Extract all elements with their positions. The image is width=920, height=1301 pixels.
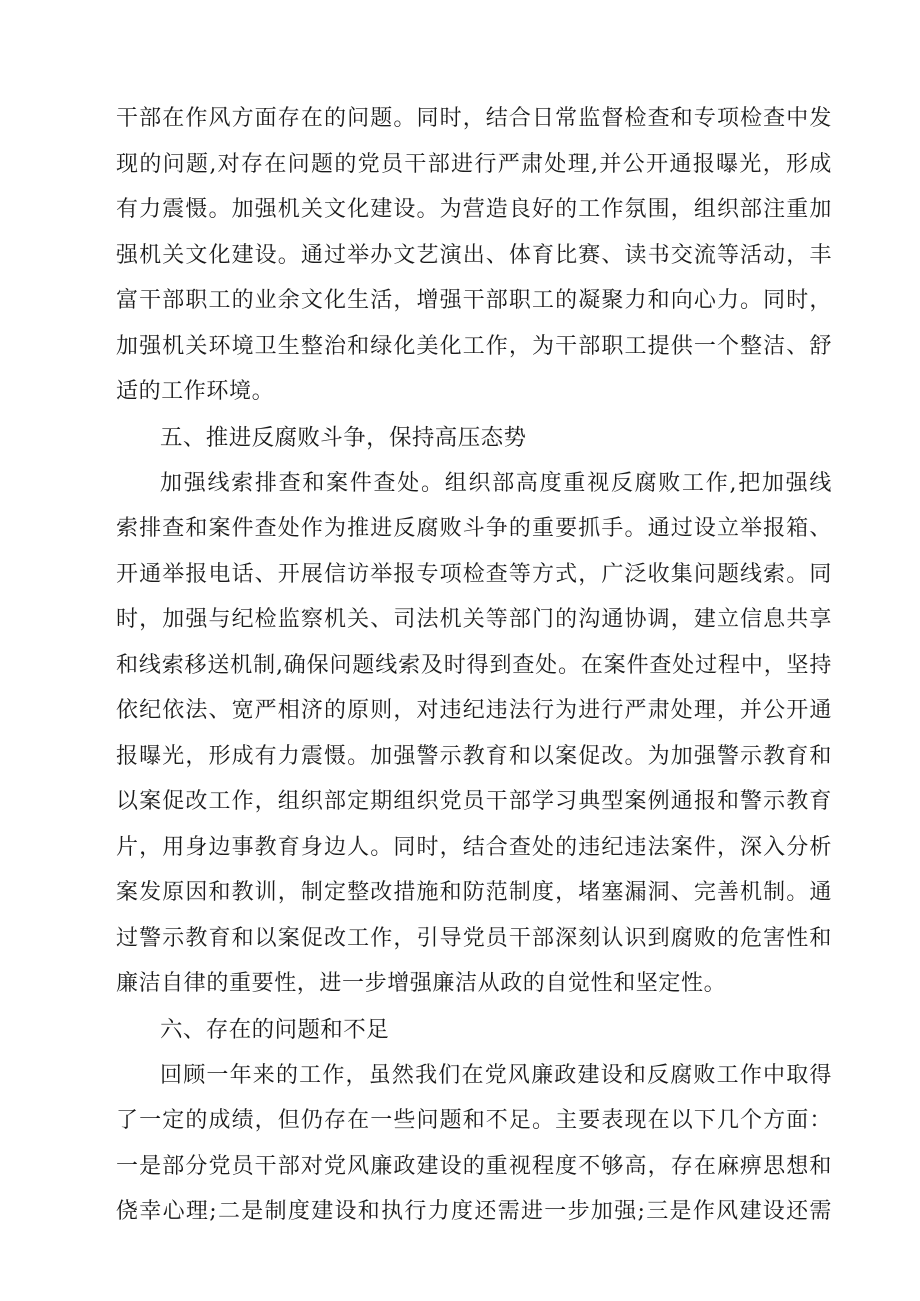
text-line: 片，用身边事教育身边人。同时，结合查处的违纪违法案件，深入分析 [116,834,832,860]
document-page [116,96,832,1235]
paragraph-problems [116,1053,832,1235]
text-line: 开通举报电话、开展信访举报专项检查等方式，广泛收集问题线索。同 [116,561,832,587]
paragraph-anti-corruption [116,461,832,1007]
text-line: 依纪依法、宽严相济的原则，对违纪违法行为进行严肃处理，并公开通 [116,698,832,723]
text-line: 富干部职工的业余文化生活，增强干部职工的凝聚力和向心力。同时， [116,288,832,313]
text-line: 回顾一年来的工作，虽然我们在党风廉政建设和反腐败工作中取得 [160,1062,832,1088]
text-line: 加强机关环境卫生整治和绿化美化工作，为干部职工提供一个整洁、舒 [116,333,832,359]
text-line: 干部在作风方面存在的问题。同时，结合日常监督检查和专项检查中发 [116,106,832,131]
text-line: 案发原因和教训，制定整改措施和防范制度，堵塞漏洞、完善机制。通 [116,880,832,905]
text-line: 过警示教育和以案促改工作，引导党员干部深刻认识到腐败的危害性和 [116,925,832,951]
section-heading-5: 五、推进反腐败斗争，保持高压态势 [160,424,527,451]
text-line: 了一定的成绩，但仍存在一些问题和不足。主要表现在以下几个方面： [116,1108,832,1133]
paragraph-culture-building [116,96,832,415]
text-line: 以案促改工作，组织部定期组织党员干部学习典型案例通报和警示教育 [116,789,832,814]
text-line: 加强线索排查和案件查处。组织部高度重视反腐败工作,把加强线 [160,470,832,496]
text-line: 适的工作环境。 [116,379,275,404]
text-line: 时，加强与纪检监察机关、司法机关等部门的沟通协调，建立信息共享 [116,607,832,632]
text-line: 报曝光，形成有力震慑。加强警示教育和以案促改。为加强警示教育和 [116,743,832,769]
text-line: 强机关文化建设。通过举办文艺演出、体育比赛、读书交流等活动，丰 [116,242,832,268]
text-line: 一是部分党员干部对党风廉政建设的重视程度不够高，存在麻痹思想和 [116,1153,832,1179]
text-line: 廉洁自律的重要性，进一步增强廉洁从政的自觉性和坚定性。 [116,971,727,996]
text-line: 现的问题,对存在问题的党员干部进行严肃处理,并公开通报曝光，形成 [116,151,832,177]
text-line: 索排查和案件查处作为推进反腐败斗争的重要抓手。通过设立举报箱、 [116,516,832,541]
section-heading-6: 六、存在的问题和不足 [160,1016,390,1043]
text-line: 有力震慑。加强机关文化建设。为营造良好的工作氛围，组织部注重加 [116,197,832,222]
text-line: 侥幸心理;二是制度建设和执行力度还需进一步加强;三是作风建设还需 [116,1199,832,1224]
text-line: 和线索移送机制,确保问题线索及时得到查处。在案件查处过程中，坚持 [116,652,832,678]
